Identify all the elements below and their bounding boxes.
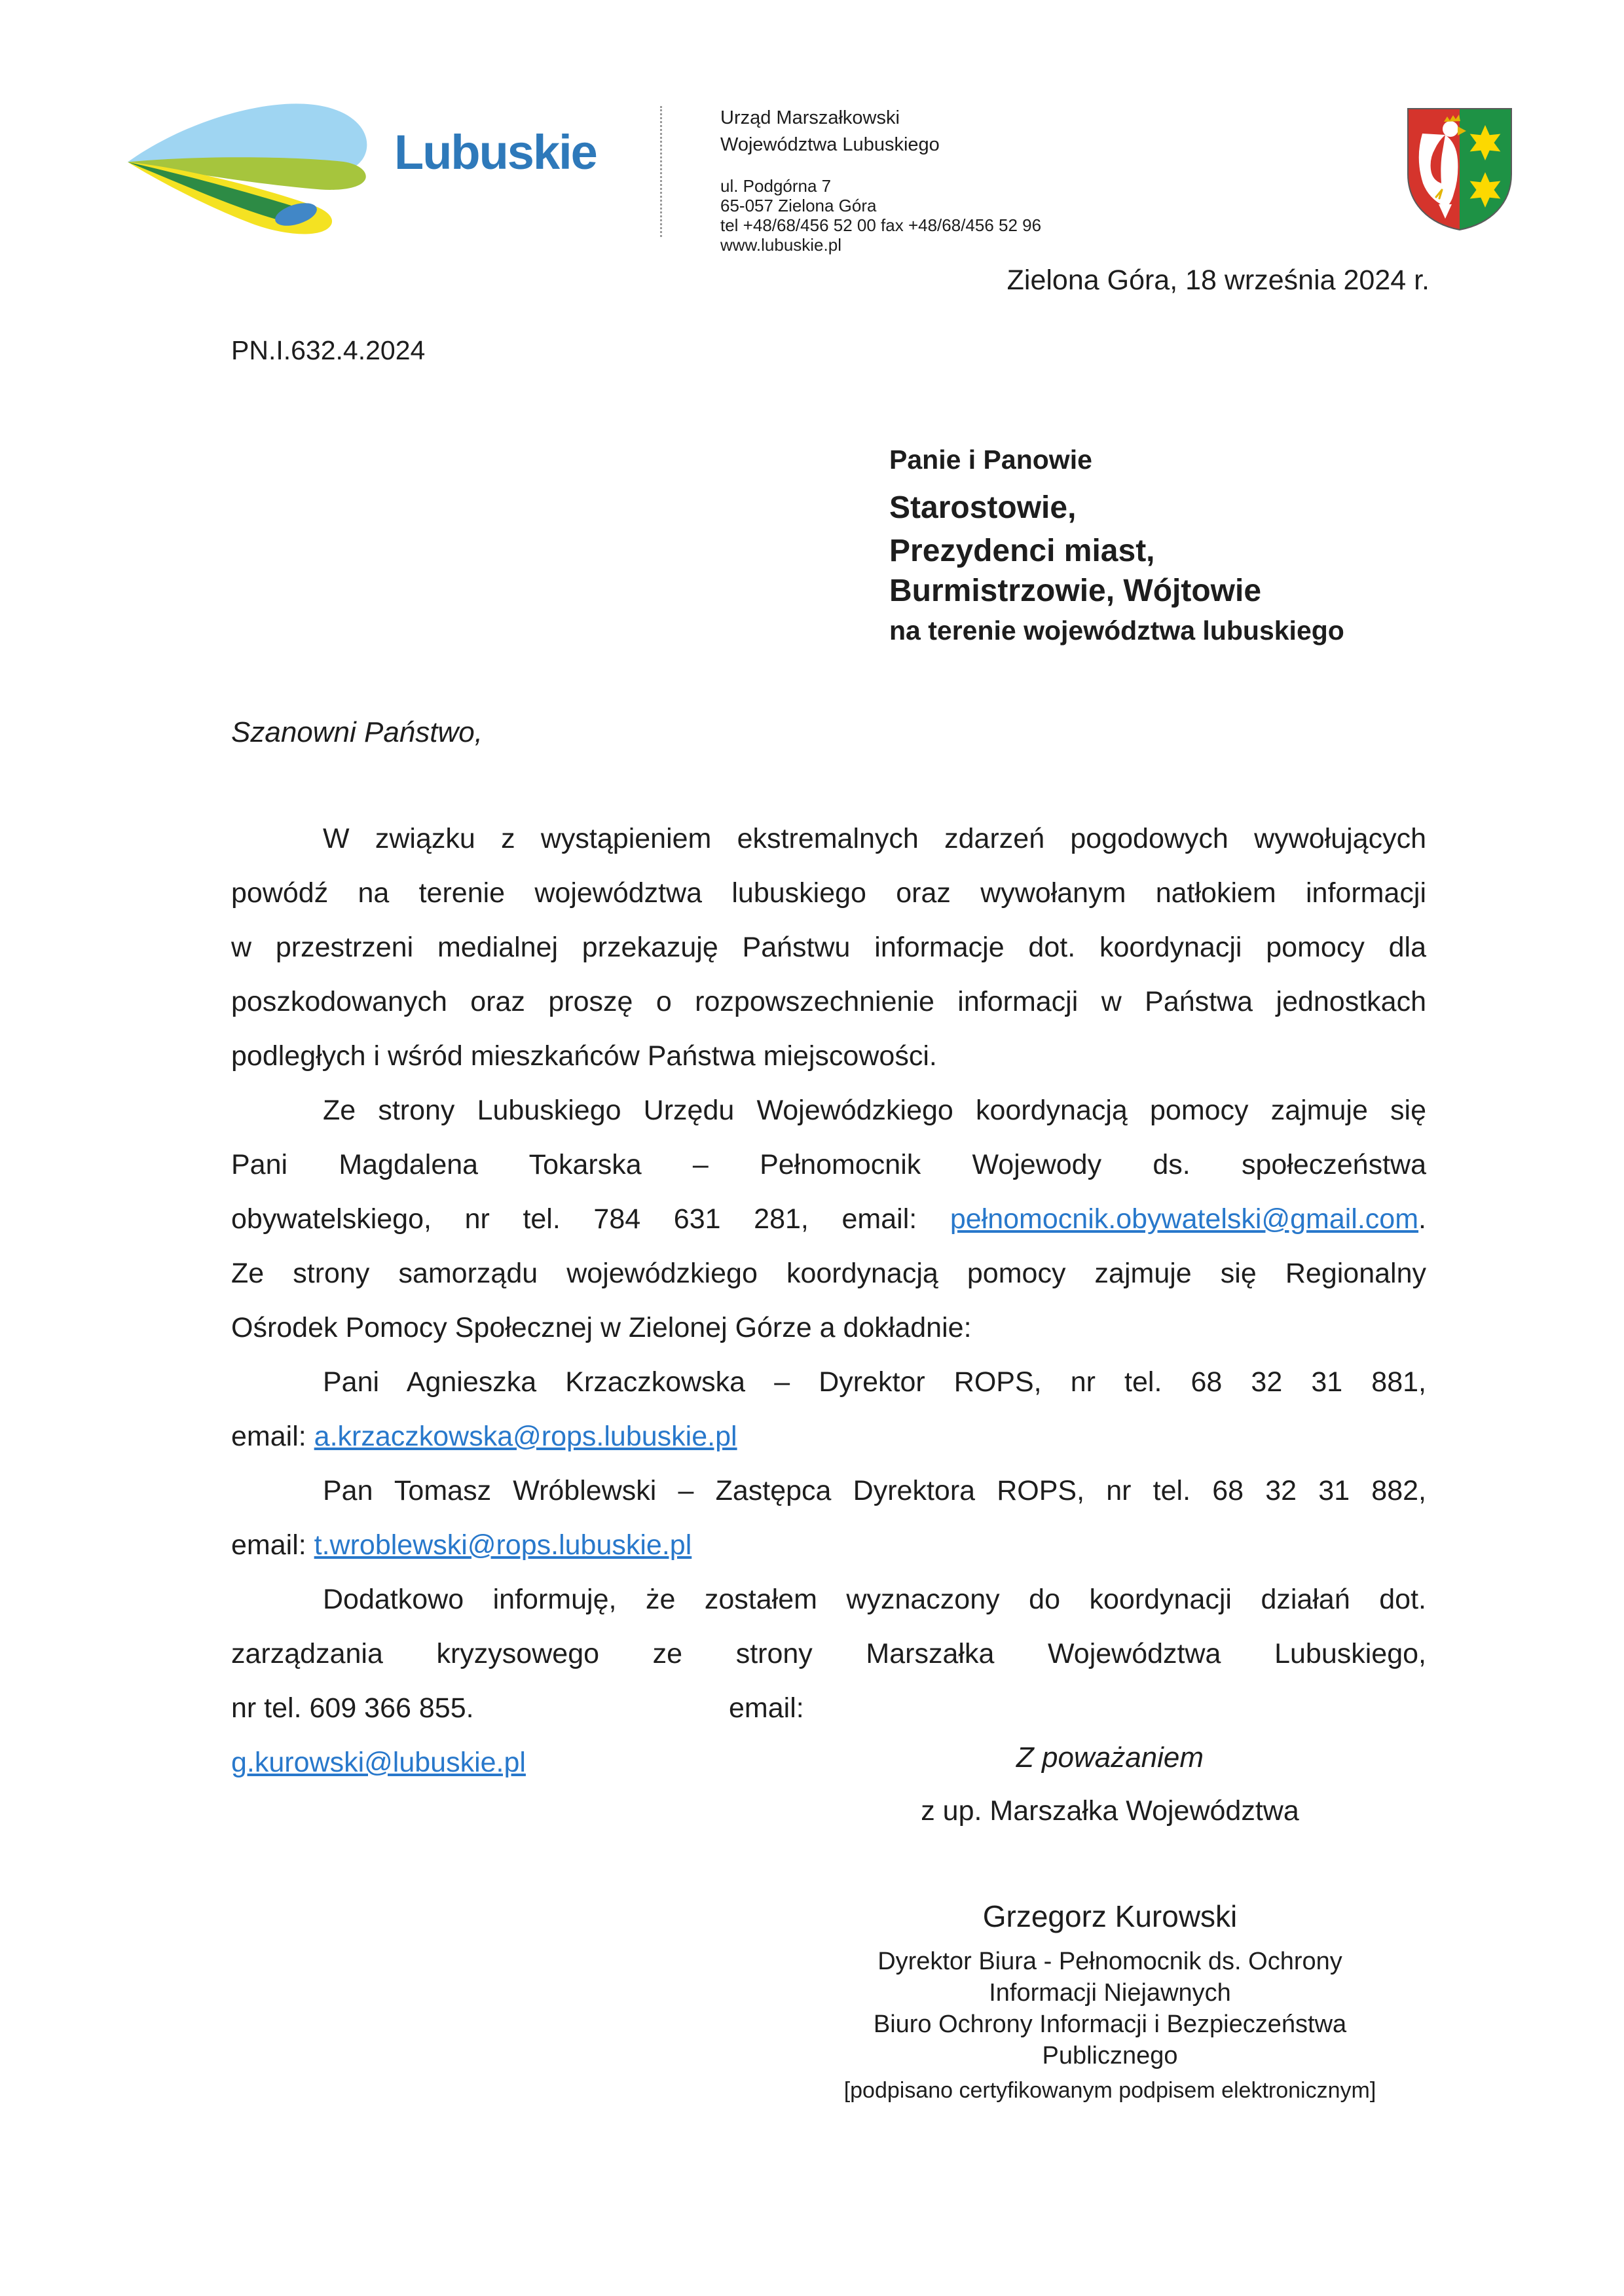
address-phone-fax: tel +48/68/456 52 00 fax +48/68/456 52 96 <box>720 215 1042 235</box>
office-address <box>720 176 1041 255</box>
authority-line: z up. Marszałka Województwa <box>921 1795 1299 1827</box>
body-line: Pani Magdalena Tokarska – Pełnomocnik Wojewody ds. społeczeństwa <box>231 1149 1426 1180</box>
recipient-block <box>889 446 1344 644</box>
coat-of-arms-icon <box>1404 105 1515 234</box>
signature-note: [podpisano certyfikowanym podpisem elektronicznym] <box>843 2078 1376 2103</box>
body-line: Pan Tomasz Wróblewski – Zastępca Dyrektora ROPS, nr tel. 68 32 31 882, <box>323 1475 1426 1506</box>
recipient-line-3: Prezydenci miast, <box>889 534 1155 568</box>
reference-number: PN.I.632.4.2024 <box>231 335 426 365</box>
body-line: poszkodowanych oraz proszę o rozpowszechnienie informacji w Państwa jednostkach <box>231 986 1426 1017</box>
body-line: obywatelskiego, nr tel. 784 631 281, email: pełnomocnik.obywatelski@gmail.com. <box>231 1203 1426 1235</box>
signer-title <box>812 1946 1408 2071</box>
body-line: powódź na terenie województwa lubuskiego oraz wywołanym natłokiem informacji <box>231 877 1426 909</box>
signer-title-line1: Dyrektor Biura - Pełnomocnik ds. Ochrony <box>877 1948 1342 1975</box>
body-line: email: a.krzaczkowska@rops.lubuskie.pl <box>231 1421 737 1452</box>
lubuskie-logo-icon <box>124 98 373 241</box>
recipient-line-5: na terenie województwa lubuskiego <box>889 615 1344 646</box>
body-line: Ze strony Lubuskiego Urzędu Wojewódzkiego koordynacją pomocy zajmuje się <box>323 1095 1426 1126</box>
office-name-line2: Województwa Lubuskiego <box>720 134 940 155</box>
body-line: podległych i wśród mieszkańców Państwa miejscowości. <box>231 1040 937 1072</box>
email-link-pelnomocnik[interactable]: pełnomocnik.obywatelski@gmail.com <box>950 1203 1419 1235</box>
address-website: www.lubuskie.pl <box>720 235 841 255</box>
office-name <box>720 105 940 158</box>
email-label: email: <box>729 1692 804 1724</box>
body-line: w przestrzeni medialnej przekazuję Państwu informacje dot. koordynacji pomocy dla <box>231 932 1426 963</box>
signer-title-line3: Biuro Ochrony Informacji i Bezpieczeństwa <box>873 2011 1347 2038</box>
body-line: nr tel. 609 366 855. email: <box>231 1681 1426 1736</box>
body-line: email: t.wroblewski@rops.lubuskie.pl <box>231 1529 692 1561</box>
email-link-krzaczkowska[interactable]: a.krzaczkowska@rops.lubuskie.pl <box>314 1421 737 1452</box>
letter-body <box>231 812 1426 1790</box>
body-line: Ośrodek Pomocy Społecznej w Zielonej Górze a dokładnie: <box>231 1312 972 1343</box>
date-line: Zielona Góra, 18 września 2024 r. <box>1006 264 1430 296</box>
body-line: Pani Agnieszka Krzaczkowska – Dyrektor ROPS, nr tel. 68 32 31 881, <box>323 1366 1426 1398</box>
address-city: 65-057 Zielona Góra <box>720 196 877 215</box>
recipient-line-2: Starostowie, <box>889 490 1077 525</box>
body-line: zarządzania kryzysowego ze strony Marszałka Województwa Lubuskiego, <box>231 1638 1426 1669</box>
salutation: Szanowni Państwo, <box>231 716 483 748</box>
valediction: Z poważaniem <box>1016 1741 1204 1774</box>
header-divider <box>660 106 662 237</box>
signer-name: Grzegorz Kurowski <box>982 1899 1238 1933</box>
office-name-line1: Urząd Marszałkowski <box>720 107 900 128</box>
address-street: ul. Podgórna 7 <box>720 176 832 196</box>
body-line: Ze strony samorządu wojewódzkiego koordynacją pomocy zajmuje się Regionalny <box>231 1258 1426 1289</box>
signer-title-line4: Publicznego <box>1042 2042 1178 2069</box>
lubuskie-logo-text: Lubuskie <box>394 125 597 179</box>
body-line: Dodatkowo informuję, że zostałem wyznaczony do koordynacji działań dot. <box>323 1584 1426 1615</box>
email-link-wroblewski[interactable]: t.wroblewski@rops.lubuskie.pl <box>314 1529 692 1561</box>
signer-title-line2: Informacji Niejawnych <box>989 1979 1231 2007</box>
email-link-kurowski[interactable]: g.kurowski@lubuskie.pl <box>231 1747 526 1778</box>
recipient-line-4: Burmistrzowie, Wójtowie <box>889 574 1262 608</box>
recipient-line-1: Panie i Panowie <box>889 445 1092 475</box>
body-line: W związku z wystąpieniem ekstremalnych zdarzeń pogodowych wywołujących <box>323 823 1426 854</box>
